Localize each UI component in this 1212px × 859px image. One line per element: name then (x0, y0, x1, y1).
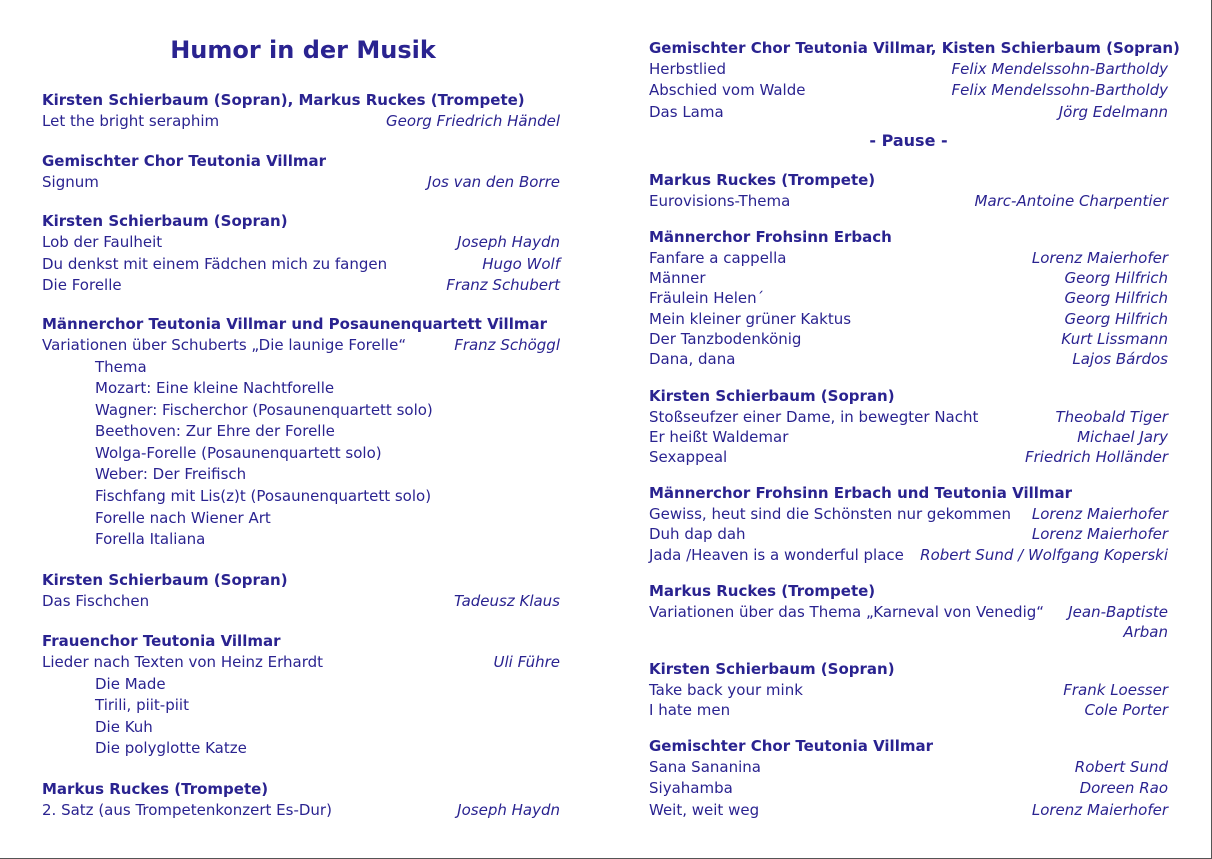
program-item (649, 288, 1168, 308)
program-item (649, 329, 1168, 349)
composer-name: Lorenz Maierhofer (1031, 505, 1168, 523)
section-heading: Gemischter Chor Teutonia Villmar, Kisten Schierbaum (Sopran) (649, 39, 1180, 57)
composer-name: Georg Friedrich Händel (386, 112, 560, 130)
program-item (42, 335, 560, 357)
composer-name: Lajos Bárdos (1072, 350, 1168, 369)
section-heading: Markus Ruckes (Trompete) (649, 171, 876, 189)
work-title: Mein kleiner grüner Kaktus (649, 309, 852, 328)
composer-name: Georg Hilfrich (1064, 269, 1168, 288)
program-item (42, 254, 560, 276)
program-section (649, 736, 1168, 821)
program-item (649, 268, 1168, 288)
section-heading: Markus Ruckes (Trompete) (649, 582, 876, 600)
composer-name: Jean-Baptiste Arban (1068, 603, 1168, 641)
work-title: Siyahamba (649, 779, 733, 798)
movement-item: Forella Italiana (95, 530, 206, 549)
section-heading: Kirsten Schierbaum (Sopran) (42, 212, 288, 230)
composer-name: Jos van den Borre (427, 173, 560, 191)
program-item (649, 757, 1168, 778)
composer-name: Frank Loesser (1063, 681, 1168, 699)
program-section (42, 570, 560, 613)
work-title: Take back your mink (649, 681, 803, 699)
section-heading: Kirsten Schierbaum (Sopran) (649, 660, 895, 678)
program-section (649, 483, 1168, 565)
program-item (649, 248, 1168, 268)
composer-name: Lorenz Maierhofer (1031, 800, 1168, 819)
composer-name: Georg Hilfrich (1064, 289, 1168, 308)
program-item (649, 602, 1168, 642)
section-heading: Gemischter Chor Teutonia Villmar (42, 152, 326, 170)
work-title: Sana Sananina (649, 758, 761, 776)
program-section (649, 227, 1168, 369)
section-heading: Markus Ruckes (Trompete) (42, 780, 269, 798)
composer-name: Felix Mendelssohn-Bartholdy (951, 60, 1168, 78)
movement-item: Die Made (95, 674, 166, 693)
composer-name: Georg Hilfrich (1064, 309, 1168, 328)
work-title: Variationen über Schuberts „Die launige Forelle“ (42, 336, 407, 354)
program-section (42, 779, 560, 822)
program-item (649, 407, 1168, 427)
work-title: 2. Satz (aus Trompetenkonzert Es-Dur) (42, 801, 332, 819)
movement-item: Mozart: Eine kleine Nachtforelle (95, 379, 335, 398)
section-heading: Kirsten Schierbaum (Sopran) (42, 571, 288, 589)
movement-item: Die Kuh (95, 717, 153, 736)
composer-name: Michael Jary (1077, 428, 1168, 447)
composer-name: Franz Schöggl (454, 336, 560, 354)
section-heading: Männerchor Frohsinn Erbach (649, 228, 892, 246)
work-title: Abschied vom Walde (649, 81, 806, 100)
composer-name: Felix Mendelssohn-Bartholdy (951, 81, 1168, 100)
composer-name: Friedrich Holländer (1025, 448, 1168, 467)
work-title: Jada /Heaven is a wonderful place (649, 545, 904, 564)
work-title: Der Tanzbodenkönig (649, 329, 802, 348)
program-section (649, 581, 1168, 642)
program-item (649, 524, 1168, 544)
program-item (649, 59, 1168, 80)
program-item (649, 349, 1168, 369)
composer-name: Marc-Antoine Charpentier (974, 192, 1168, 210)
work-title: Gewiss, heut sind die Schönsten nur gekommen (649, 505, 1011, 523)
program-right-column (649, 0, 1180, 858)
program-section (649, 170, 1168, 211)
program-item (649, 447, 1168, 467)
work-title: Das Fischchen (42, 592, 150, 610)
section-heading: Kirsten Schierbaum (Sopran), Markus Ruckes (Trompete) (42, 91, 525, 109)
program-title: Humor in der Musik (170, 36, 436, 64)
program-item (649, 778, 1168, 799)
work-title: Du denkst mit einem Fädchen mich zu fangen (42, 254, 388, 273)
composer-name: Theobald Tiger (1055, 408, 1168, 426)
composer-name: Franz Schubert (446, 276, 560, 294)
work-title: Fanfare a cappella (649, 249, 787, 267)
work-title: Dana, dana (649, 350, 736, 369)
work-title: Herbstlied (649, 60, 726, 78)
composer-name: Lorenz Maierhofer (1031, 525, 1168, 544)
program-item (42, 591, 560, 613)
program-item (649, 545, 1168, 565)
composer-name: Tadeusz Klaus (453, 592, 560, 610)
program-left-column (42, 0, 560, 858)
program-section (42, 151, 560, 194)
work-title: Männer (649, 269, 706, 288)
work-title: Let the bright seraphim (42, 112, 220, 130)
movement-item: Wolga-Forelle (Posaunenquartett solo) (95, 443, 382, 462)
program-section (42, 631, 560, 760)
work-title: Das Lama (649, 102, 724, 121)
program-item (42, 111, 560, 133)
section-heading: Gemischter Chor Teutonia Villmar (649, 737, 933, 755)
work-title: Eurovisions-Thema (649, 192, 791, 210)
program-section (649, 38, 1180, 123)
work-title: Weit, weit weg (649, 800, 760, 819)
program-item (42, 232, 560, 254)
section-heading: Männerchor Frohsinn Erbach und Teutonia Villmar (649, 484, 1073, 502)
composer-name: Robert Sund / Wolfgang Koperski (920, 545, 1168, 564)
work-title: Er heißt Waldemar (649, 428, 789, 447)
work-title: Sexappeal (649, 448, 728, 467)
work-title: Lieder nach Texten von Heinz Erhardt (42, 653, 324, 671)
composer-name: Hugo Wolf (482, 254, 560, 273)
work-title: Signum (42, 173, 99, 191)
movement-item: Die polyglotte Katze (95, 739, 247, 758)
program-section (42, 211, 560, 297)
program-item (649, 427, 1168, 447)
program-item (649, 80, 1168, 101)
section-heading: Männerchor Teutonia Villmar und Posaunenquartett Villmar (42, 315, 547, 333)
program-item (649, 680, 1168, 700)
program-item (42, 652, 560, 674)
composer-name: Cole Porter (1084, 701, 1168, 720)
composer-name: Doreen Rao (1079, 779, 1168, 798)
pause-label: - Pause - (869, 131, 948, 150)
work-title: Stoßseufzer einer Dame, in bewegter Nacht (649, 408, 979, 426)
work-title: Duh dap dah (649, 525, 746, 544)
movement-item: Weber: Der Freifisch (95, 465, 247, 484)
movement-item: Forelle nach Wiener Art (95, 508, 271, 527)
work-title: Variationen über das Thema „Karneval von Venedig“ (649, 603, 1045, 621)
program-section (42, 90, 560, 133)
program-item (42, 800, 560, 822)
work-title: Lob der Faulheit (42, 233, 163, 251)
program-section (649, 386, 1168, 468)
composer-name: Joseph Haydn (457, 233, 560, 251)
movement-item: Fischfang mit Lis(z)t (Posaunenquartett solo) (95, 487, 432, 506)
program-item (42, 172, 560, 194)
program-item (649, 309, 1168, 329)
work-title: Fräulein Helen´ (649, 289, 765, 308)
movement-item: Thema (95, 357, 147, 376)
composer-name: Lorenz Maierhofer (1031, 249, 1168, 267)
movement-item: Wagner: Fischerchor (Posaunenquartett solo) (95, 400, 433, 419)
program-item (42, 275, 560, 297)
work-title: Die Forelle (42, 276, 122, 294)
program-item (649, 191, 1168, 211)
program-section (42, 314, 560, 551)
composer-name: Joseph Haydn (457, 801, 560, 819)
program-item (649, 504, 1168, 524)
program-section (649, 659, 1168, 721)
composer-name: Uli Führe (493, 653, 560, 671)
program-item (649, 102, 1168, 123)
movement-item: Beethoven: Zur Ehre der Forelle (95, 422, 335, 441)
work-title: I hate men (649, 701, 731, 720)
section-heading: Frauenchor Teutonia Villmar (42, 632, 281, 650)
section-heading: Kirsten Schierbaum (Sopran) (649, 387, 895, 405)
composer-name: Kurt Lissmann (1061, 329, 1168, 348)
program-item (649, 800, 1168, 821)
movement-item: Tirili, piit-piit (95, 696, 189, 715)
composer-name: Robert Sund (1074, 758, 1168, 776)
composer-name: Jörg Edelmann (1058, 102, 1168, 121)
program-item (649, 700, 1168, 720)
